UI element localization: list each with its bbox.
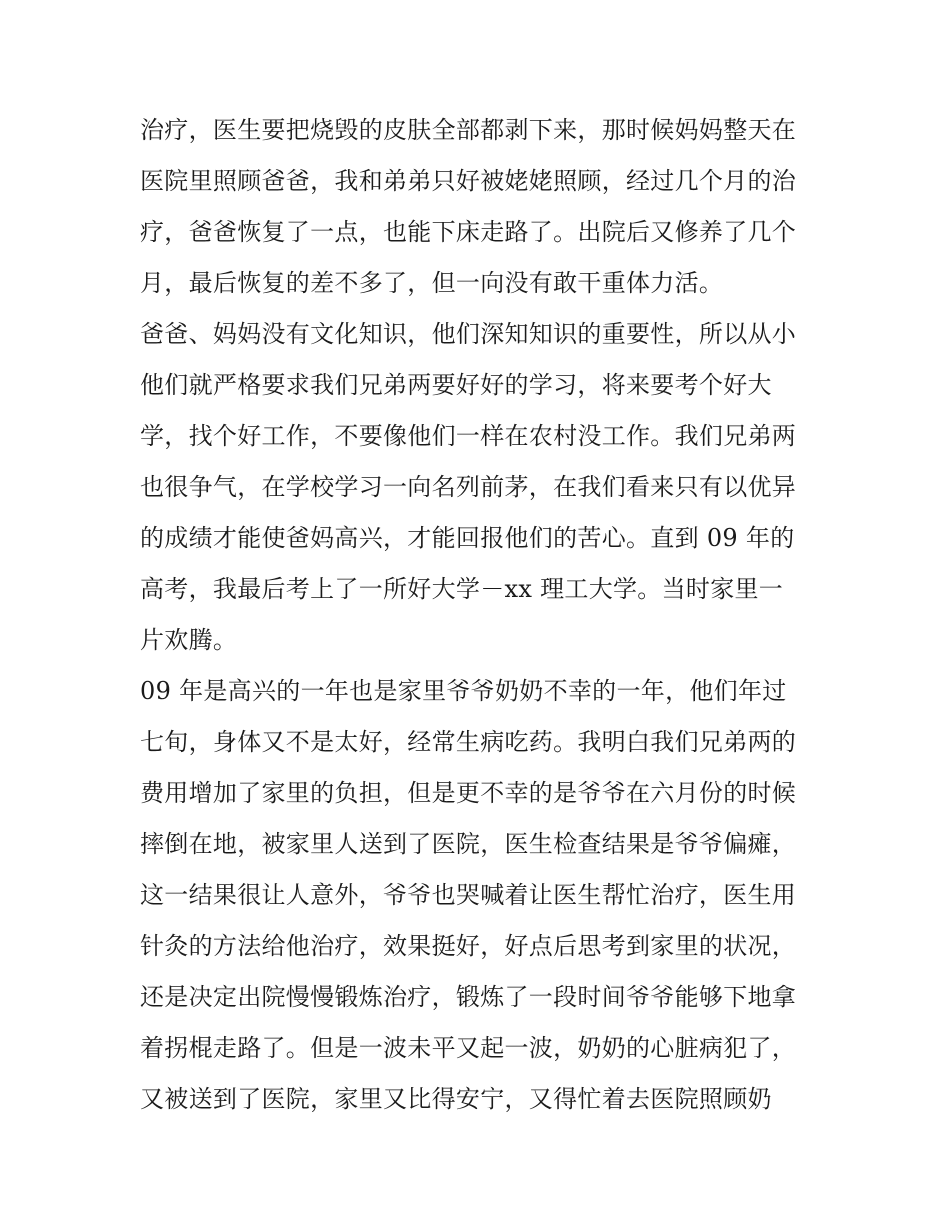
text-line: 摔倒在地，被家里人送到了医院，医生检查结果是爷爷偏瘫， [140,830,797,858]
text-line: 也很争气，在学校学习一向名列前茅，在我们看来只有以优异 [140,473,797,501]
text-line: 着拐棍走路了。但是一波未平又起一波，奶奶的心脏病犯了， [140,1034,797,1062]
text-line: 还是决定出院慢慢锻炼治疗，锻炼了一段时间爷爷能够下地拿 [140,983,797,1011]
text-line: 学，找个好工作，不要像他们一样在农村没工作。我们兄弟两 [140,422,797,450]
text-line: 针灸的方法给他治疗，效果挺好，好点后思考到家里的状况， [140,932,797,960]
text-line: 爸爸、妈妈没有文化知识，他们深知知识的重要性，所以从小 [140,320,797,348]
text-line: 的成绩才能使爸妈高兴，才能回报他们的苦心。直到 09 年的 [140,524,795,552]
text-line: 费用增加了家里的负担，但是更不幸的是爷爷在六月份的时候 [140,779,797,807]
text-line: 疗，爸爸恢复了一点，也能下床走路了。出院后又修养了几个 [140,218,797,246]
text-line: 这一结果很让人意外，爷爷也哭喊着让医生帮忙治疗，医生用 [140,881,797,909]
text-line: 月，最后恢复的差不多了，但一向没有敢干重体力活。 [140,269,724,297]
text-line: 治疗，医生要把烧毁的皮肤全部都剥下来，那时候妈妈整天在 [140,116,797,144]
text-line: 他们就严格要求我们兄弟两要好好的学习，将来要考个好大 [140,371,772,399]
text-line: 片欢腾。 [140,626,238,654]
body-text [140,105,820,1125]
text-line: 又被送到了医院，家里又比得安宁，又得忙着去医院照顾奶 [140,1085,772,1113]
text-line: 09 年是高兴的一年也是家里爷爷奶奶不幸的一年，他们年过 [140,677,787,705]
text-line: 医院里照顾爸爸，我和弟弟只好被姥姥照顾，经过几个月的治 [140,167,797,195]
text-line: 七旬，身体又不是太好，经常生病吃药。我明白我们兄弟两的 [140,728,797,756]
text-line: 高考，我最后考上了一所好大学－xx 理工大学。当时家里一 [140,575,784,603]
